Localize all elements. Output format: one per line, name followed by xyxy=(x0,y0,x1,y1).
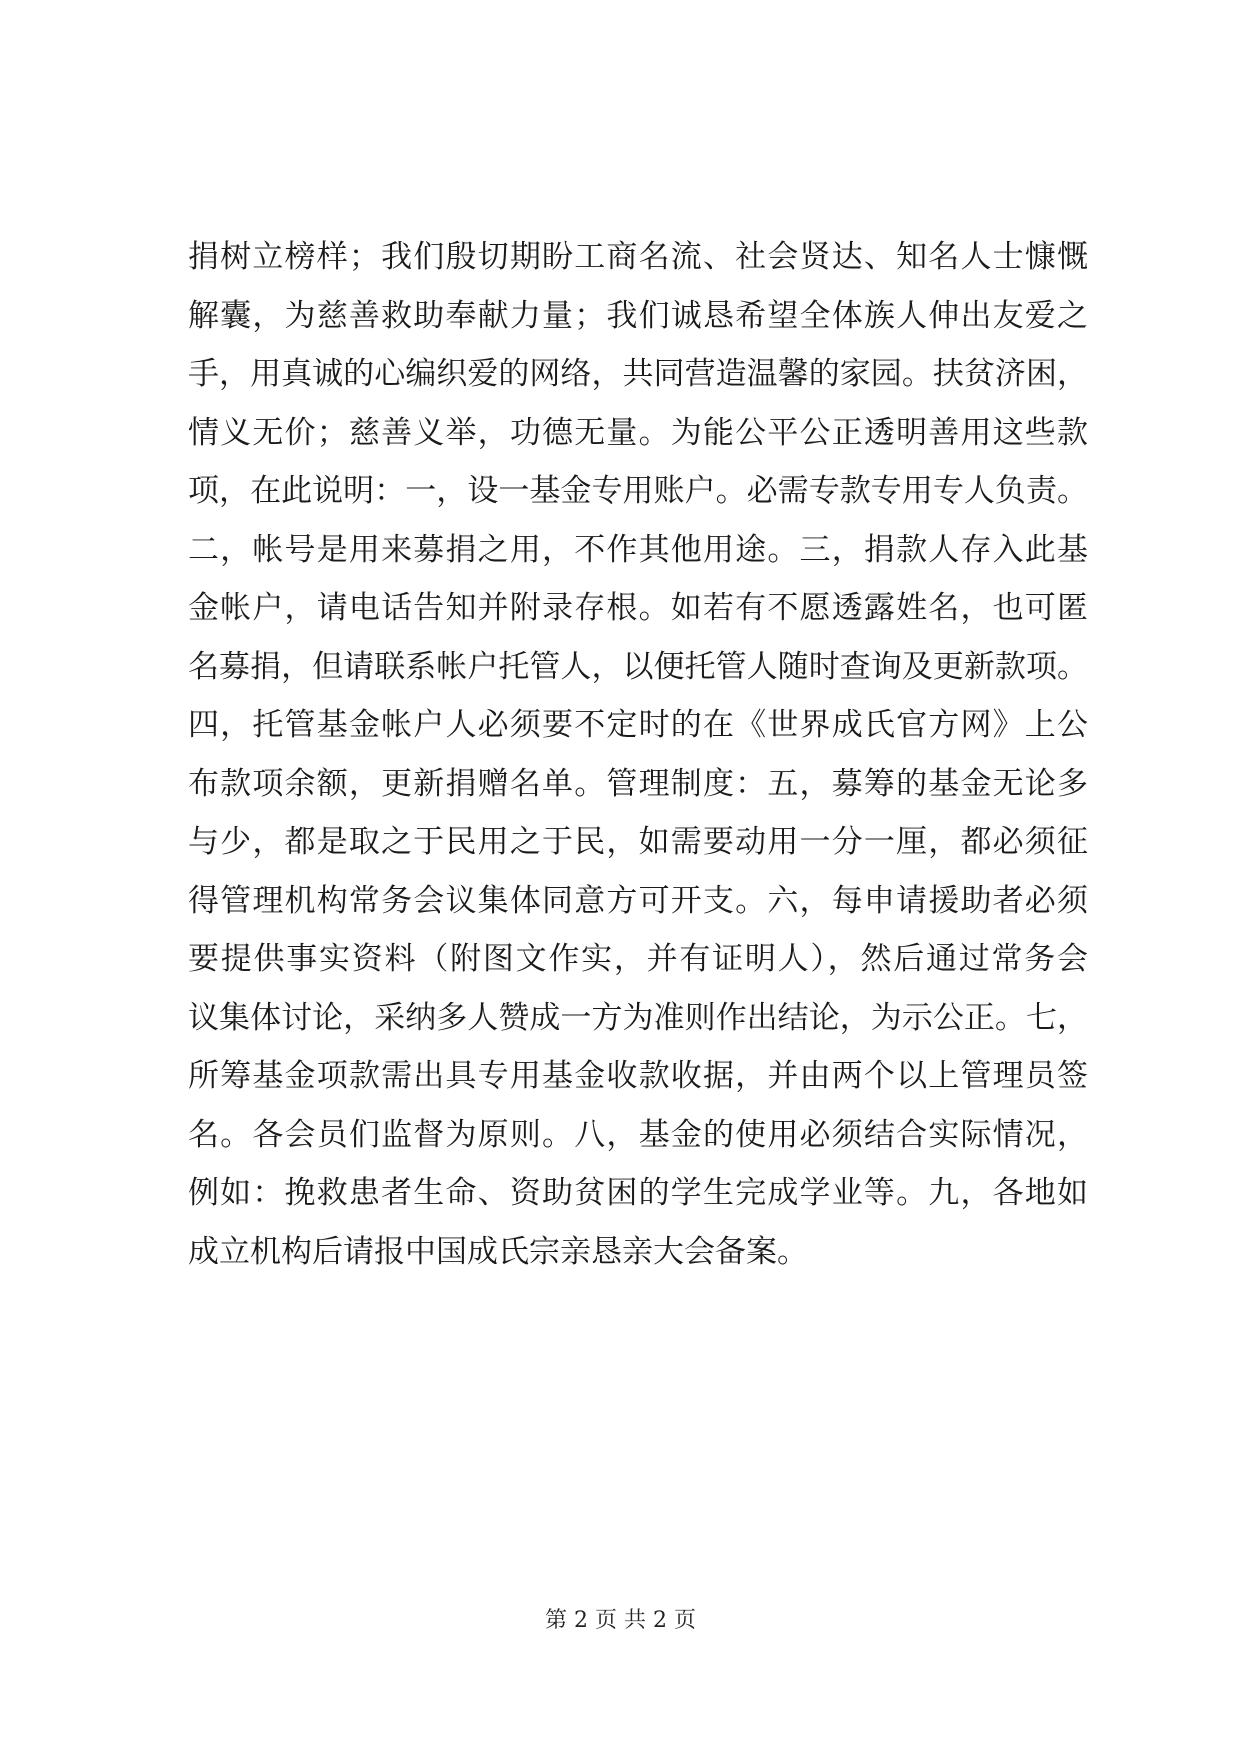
text-line: 项，在此说明：一，设一基金专用账户。必需专款专用专人负责。 xyxy=(188,473,1088,509)
text-line: 解囊，为慈善救助奉献力量；我们诚恳希望全体族人伸出友爱之 xyxy=(188,297,1088,334)
text-line: 四，托管基金帐户人必须要不定时的在《世界成氏官方网》上公 xyxy=(188,707,1088,743)
text-line: 例如：挽救患者生命、资助贫困的学生完成学业等。九，各地如 xyxy=(188,1175,1088,1211)
text-line: 捐树立榜样；我们殷切期盼工商名流、社会贤达、知名人士慷慨 xyxy=(188,239,1088,275)
text-line: 金帐户，请电话告知并附录存根。如若有不愿透露姓名，也可匿 xyxy=(188,590,1088,626)
text-line: 成立机构后请报中国成氏宗亲恳亲大会备案。 xyxy=(188,1233,808,1270)
text-line: 二，帐号是用来募捐之用，不作其他用途。三，捐款人存入此基 xyxy=(188,531,1088,568)
text-line: 要提供事实资料（附图文作实，并有证明人），然后通过常务会 xyxy=(188,941,1088,977)
text-line: 名。各会员们监督为原则。八，基金的使用必须结合实际情况， xyxy=(188,1116,1088,1153)
text-line: 议集体讨论，采纳多人赞成一方为准则作出结论，为示公正。七， xyxy=(188,999,1088,1036)
text-line: 与少，都是取之于民用之于民，如需要动用一分一厘，都必须征 xyxy=(188,824,1088,860)
text-line: 得管理机构常务会议集体同意方可开支。六，每申请援助者必须 xyxy=(188,882,1088,919)
page-number-footer: 第 2 页 共 2 页 xyxy=(545,1608,696,1633)
text-line: 所筹基金项款需出具专用基金收款收据，并由两个以上管理员签 xyxy=(188,1058,1088,1094)
text-line: 布款项余额，更新捐赠名单。管理制度：五，募筹的基金无论多 xyxy=(188,765,1088,802)
text-line: 名募捐，但请联系帐户托管人，以便托管人随时查询及更新款项。 xyxy=(188,648,1088,685)
body-paragraph xyxy=(188,228,1088,1281)
text-line: 手，用真诚的心编织爱的网络，共同营造温馨的家园。扶贫济困， xyxy=(188,356,1088,392)
text-line: 情义无价；慈善义举，功德无量。为能公平公正透明善用这些款 xyxy=(188,414,1088,451)
